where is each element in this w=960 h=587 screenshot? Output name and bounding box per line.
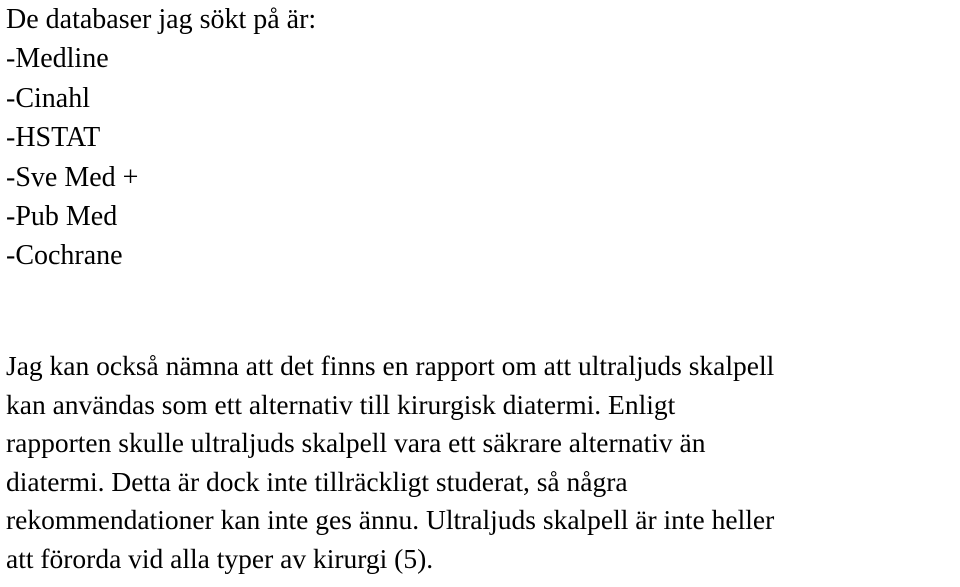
paragraph-line: kan användas som ett alternativ till kirurgisk diatermi. Enligt [6,388,676,420]
paragraph-line: rapporten skulle ultraljuds skalpell vara ett säkrare alternativ än [6,427,706,459]
database-item-cinahl: -Cinahl [6,82,90,114]
paragraph-line: diatermi. Detta är dock inte tillräckligt studerat, så några [6,465,628,497]
database-item-hstat: -HSTAT [6,122,101,154]
database-item-pubmed: -Pub Med [6,201,118,233]
paragraph-line: att förorda vid alla typer av kirurgi (5). [6,542,434,574]
paragraph-line: rekommendationer kan inte ges ännu. Ultraljuds skalpell är inte heller [6,504,775,536]
database-item-svemed: -Sve Med + [6,161,139,193]
paragraph-line: Jag kan också nämna att det finns en rapport om att ultraljuds skalpell [6,350,775,381]
list-heading: De databaser jag sökt på är: [6,4,317,35]
database-item-cochrane: -Cochrane [6,240,123,272]
database-item-medline: -Medline [6,43,109,75]
database-list [6,0,316,276]
body-paragraph [6,347,774,579]
